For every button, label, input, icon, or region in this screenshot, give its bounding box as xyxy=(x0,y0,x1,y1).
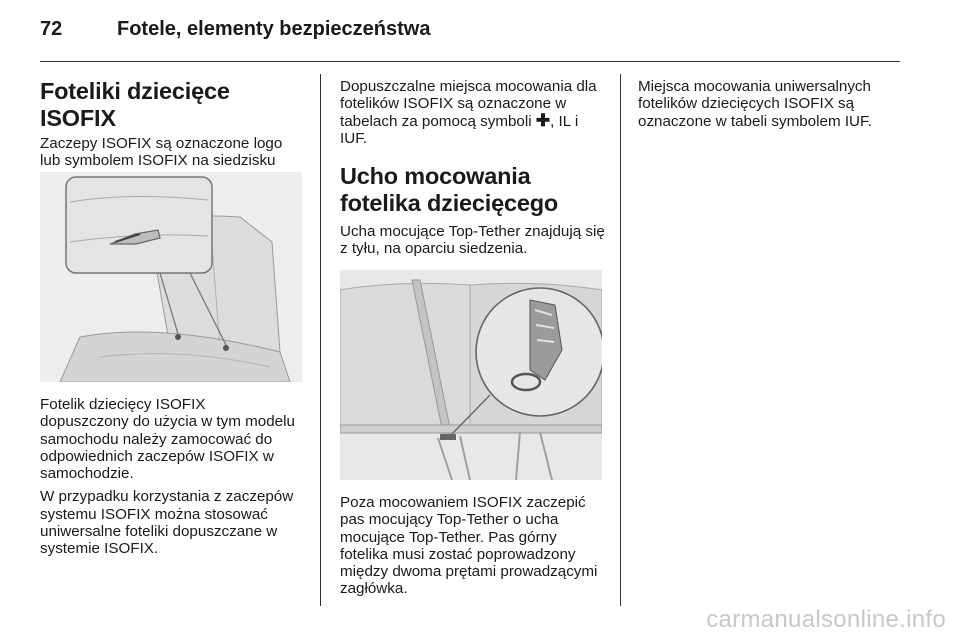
top-tether-illustration xyxy=(340,270,602,480)
isofix-positions-text-start: Dopuszczalne miejsca mocowania dla fotelików ISOFIX są oznaczone w tabelach za pomocą symboli xyxy=(340,78,597,130)
isofix-universal-note: W przypadku korzystania z zaczepów systemu ISOFIX można stosować uniwersalne foteliki dopuszczane w systemie ISOFIX. xyxy=(40,488,294,558)
plus-symbol-icon: ✚ xyxy=(535,110,551,130)
page-header xyxy=(40,18,430,48)
isofix-seat-illustration xyxy=(40,172,302,382)
chapter-title: Fotele, elementy bezpieczeństwa xyxy=(117,18,431,40)
column-2 xyxy=(340,78,605,258)
isofix-positions-text-end: , IL i IUF. xyxy=(340,112,579,147)
top-tether-instructions: Poza mocowaniem ISOFIX zaczepić pas mocujący Top-Tether o ucha mocujące Top-Tether. Pas górny fotelika musi zostać poprowadzony między dwoma prętami prowadzącymi zagłówka. xyxy=(340,494,598,598)
column-2-lower xyxy=(340,494,605,598)
isofix-intro: Zaczepy ISOFIX są oznaczone logo lub symbolem ISOFIX na siedzisku xyxy=(40,135,283,170)
column-1-lower xyxy=(40,396,306,558)
watermark: carmanualsonline.info xyxy=(706,606,946,633)
isofix-seat-details: dopuszczony do użycia w tym modelu samochodu należy zamocować do odpowiednich zaczepów ISOFIX w samochodzie. xyxy=(40,413,295,483)
column-1 xyxy=(40,78,306,187)
header-rule xyxy=(40,61,900,62)
isofix-positions-text xyxy=(340,78,605,147)
page-number: 72 xyxy=(40,18,63,40)
column-divider-2 xyxy=(620,74,621,606)
section-heading-isofix: Foteliki dziecięce ISOFIX xyxy=(40,78,230,131)
isofix-seat-line1: Fotelik dziecięcy ISOFIX xyxy=(40,396,206,413)
column-divider-1 xyxy=(320,74,321,606)
column-3 xyxy=(638,78,903,130)
isofix-seat-drawing xyxy=(40,172,302,382)
section-heading-top-tether: Ucho mocowania fotelika dziecięcego xyxy=(340,163,559,217)
top-tether-drawing xyxy=(340,270,602,480)
top-tether-intro: Ucha mocujące Top-Tether znajdują się z tyłu, na oparciu siedzenia. xyxy=(340,223,605,258)
universal-isofix-text: Miejsca mocowania uniwersalnych fotelików dziecięcych ISOFIX są oznaczone w tabeli symbolem IUF. xyxy=(638,78,872,130)
